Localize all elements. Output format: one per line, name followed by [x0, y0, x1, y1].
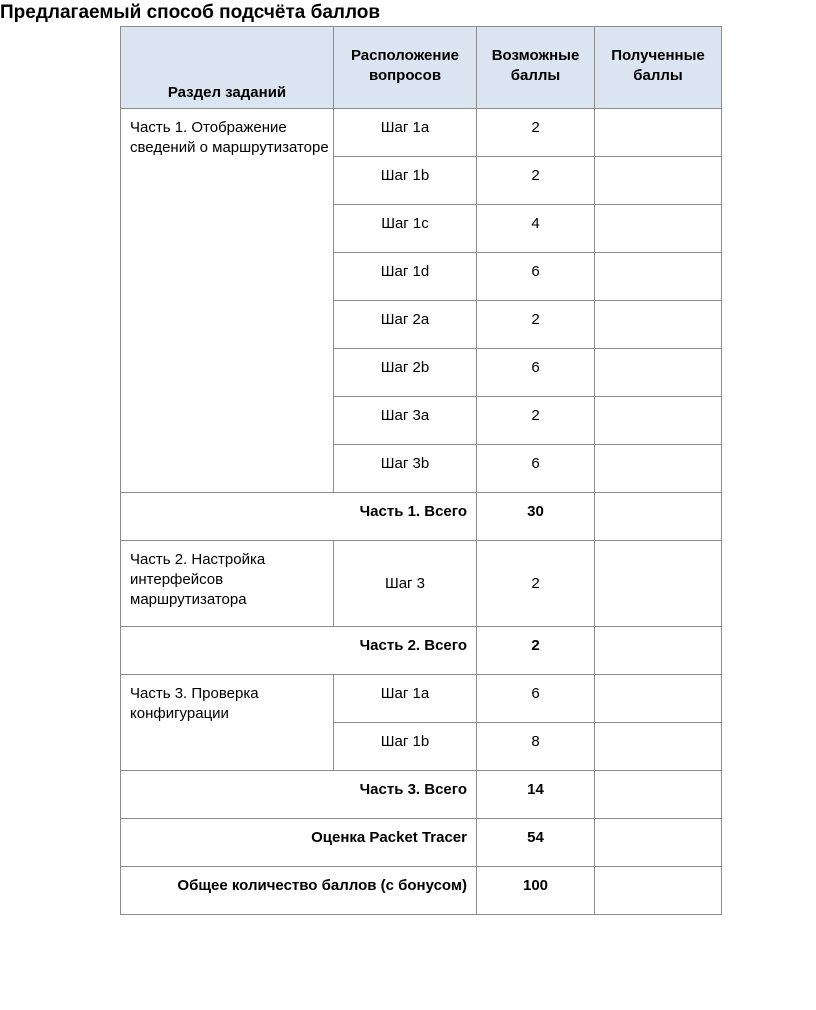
step-cell: Шаг 1d	[334, 253, 477, 301]
table-header-row	[121, 27, 722, 109]
points-cell: 6	[477, 253, 595, 301]
step-cell: Шаг 3	[334, 541, 477, 627]
header-section: Раздел заданий	[121, 27, 334, 109]
earned-cell[interactable]	[595, 819, 722, 867]
points-cell: 2	[477, 109, 595, 157]
points-cell: 2	[477, 541, 595, 627]
part1-total-points: 30	[477, 493, 595, 541]
points-cell: 2	[477, 397, 595, 445]
earned-cell[interactable]	[595, 493, 722, 541]
part1-total-row	[121, 493, 722, 541]
header-possible-points: Возможные баллы	[477, 27, 595, 109]
part2-total-label: Часть 2. Всего	[121, 627, 477, 675]
earned-cell[interactable]	[595, 301, 722, 349]
table-row	[121, 675, 722, 723]
step-cell: Шаг 1b	[334, 723, 477, 771]
packet-tracer-points: 54	[477, 819, 595, 867]
part2-total-row	[121, 627, 722, 675]
part3-total-row	[121, 771, 722, 819]
step-cell: Шаг 3a	[334, 397, 477, 445]
grand-total-points: 100	[477, 867, 595, 915]
earned-cell[interactable]	[595, 205, 722, 253]
header-earned-points: Полученные баллы	[595, 27, 722, 109]
part1-section-name: Часть 1. Отображение сведений о маршрутизаторе	[121, 109, 334, 493]
earned-cell[interactable]	[595, 445, 722, 493]
step-cell: Шаг 1b	[334, 157, 477, 205]
points-cell: 4	[477, 205, 595, 253]
earned-cell[interactable]	[595, 541, 722, 627]
earned-cell[interactable]	[595, 397, 722, 445]
points-cell: 2	[477, 157, 595, 205]
step-cell: Шаг 1a	[334, 109, 477, 157]
step-cell: Шаг 2a	[334, 301, 477, 349]
earned-cell[interactable]	[595, 867, 722, 915]
points-cell: 6	[477, 445, 595, 493]
part3-total-points: 14	[477, 771, 595, 819]
packet-tracer-row	[121, 819, 722, 867]
earned-cell[interactable]	[595, 349, 722, 397]
earned-cell[interactable]	[595, 109, 722, 157]
part1-total-label: Часть 1. Всего	[121, 493, 477, 541]
earned-cell[interactable]	[595, 723, 722, 771]
table-row	[121, 541, 722, 627]
grand-total-label: Общее количество баллов (с бонусом)	[121, 867, 477, 915]
part3-section-name: Часть 3. Проверка конфигурации	[121, 675, 334, 771]
scoring-table	[120, 26, 722, 915]
grand-total-row	[121, 867, 722, 915]
earned-cell[interactable]	[595, 627, 722, 675]
points-cell: 6	[477, 349, 595, 397]
packet-tracer-label: Оценка Packet Tracer	[121, 819, 477, 867]
part2-total-points: 2	[477, 627, 595, 675]
points-cell: 8	[477, 723, 595, 771]
part3-total-label: Часть 3. Всего	[121, 771, 477, 819]
document-title: Предлагаемый способ подсчёта баллов	[0, 2, 381, 23]
step-cell: Шаг 1c	[334, 205, 477, 253]
step-cell: Шаг 2b	[334, 349, 477, 397]
earned-cell[interactable]	[595, 675, 722, 723]
header-location: Расположение вопросов	[334, 27, 477, 109]
points-cell: 2	[477, 301, 595, 349]
table-row	[121, 109, 722, 157]
earned-cell[interactable]	[595, 157, 722, 205]
step-cell: Шаг 1a	[334, 675, 477, 723]
points-cell: 6	[477, 675, 595, 723]
step-cell: Шаг 3b	[334, 445, 477, 493]
part2-section-name: Часть 2. Настройка интерфейсов маршрутизатора	[121, 541, 334, 627]
earned-cell[interactable]	[595, 253, 722, 301]
earned-cell[interactable]	[595, 771, 722, 819]
